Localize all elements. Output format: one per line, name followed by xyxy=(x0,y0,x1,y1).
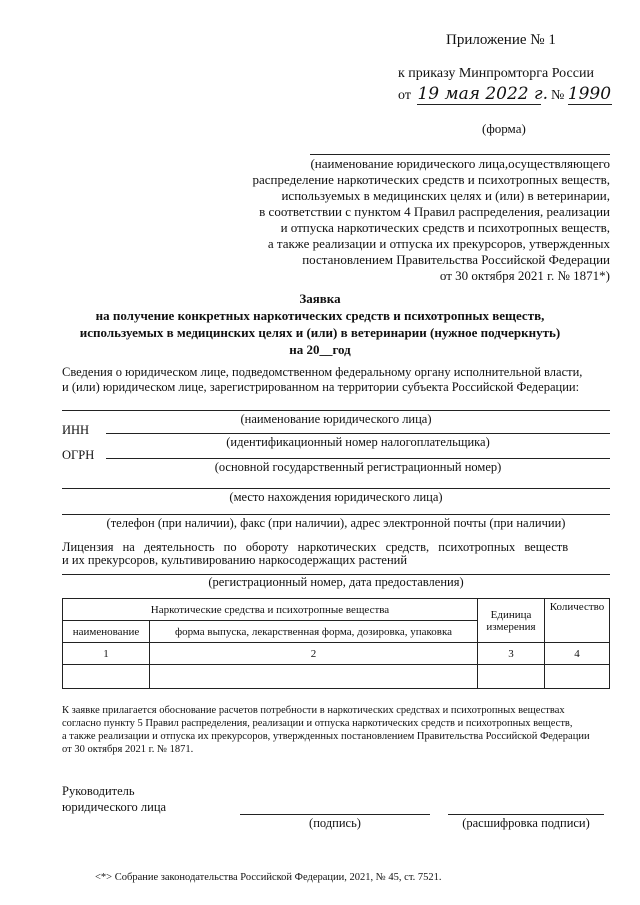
signature-line[interactable] xyxy=(240,814,430,815)
intro-line: и (или) юридическом лице, зарегистрированном на территории субъекта Российской Федерации: xyxy=(62,380,580,394)
addressee-line-text: и отпуска наркотических средств и психотропных веществ, xyxy=(280,220,610,235)
order-date-line xyxy=(398,84,612,105)
addressee-line-text: используемых в медицинских целях и (или) в ветеринарии, xyxy=(281,188,610,203)
addressee-line-text: от 30 октября 2021 г. № 1871*) xyxy=(439,268,610,283)
contacts-line[interactable] xyxy=(62,514,610,515)
name-caption: (наименование юридического лица) xyxy=(240,412,432,426)
signatory-role-line-2: юридического лица xyxy=(62,800,167,814)
title-line: используемых в медицинских целях и (или) в ветеринарии (нужное подчеркнуть) xyxy=(79,325,561,340)
contacts-caption: (телефон (при наличии), факс (при наличии), адрес электронной почты (при наличии) xyxy=(106,516,566,530)
signature-decode-line[interactable] xyxy=(448,814,604,815)
license-line-1: Лицензия на деятельность по обороту наркотических средств, психотропных веществ xyxy=(62,540,569,554)
note-line: от 30 октября 2021 г. № 1871. xyxy=(62,744,194,755)
table-cell[interactable] xyxy=(63,665,150,689)
title-line: на получение конкретных наркотических средств и психотропных веществ, xyxy=(95,308,545,323)
name-line[interactable] xyxy=(62,410,610,411)
group-header-cell: Наркотические средства и психотропные вещества xyxy=(63,599,478,621)
name-header-cell: наименование xyxy=(63,621,150,643)
address-caption: (место нахождения юридического лица) xyxy=(229,490,443,504)
date-prefix: от xyxy=(398,88,411,103)
addressee-line-text: (наименование юридического лица,осуществляющего xyxy=(310,156,610,171)
inn-caption: (идентификационный номер налогоплательщика) xyxy=(226,435,490,449)
appendix-title: Приложение № 1 xyxy=(446,32,556,48)
substances-table xyxy=(62,598,610,689)
ogrn-label: ОГРН xyxy=(62,448,95,462)
address-line[interactable] xyxy=(62,488,610,489)
title-line: на 20__год xyxy=(289,342,351,357)
note-line: согласно пункту 5 Правил распределения, реализации и отпуска наркотических средств и психотропных веществ, xyxy=(62,718,573,729)
inn-line[interactable] xyxy=(106,433,610,434)
addressee-line-text: постановлением Правительства Российской Федерации xyxy=(302,252,610,267)
attachment-note xyxy=(62,704,610,756)
handwritten-number: 1990 xyxy=(567,84,612,104)
inn-label: ИНН xyxy=(62,423,90,437)
footnote: <*> Собрание законодательства Российской Федерации, 2021, № 45, ст. 7521. xyxy=(95,872,442,883)
quantity-header-cell: Количество xyxy=(545,599,610,643)
number-cell: 2 xyxy=(150,643,478,665)
signature-caption: (подпись) xyxy=(309,816,361,830)
ogrn-line[interactable] xyxy=(106,458,610,459)
signatory-role-line-1: Руководитель xyxy=(62,784,135,798)
table-number-row xyxy=(63,643,610,665)
document-title xyxy=(0,290,640,358)
addressee-line-text: распределение наркотических средств и психотропных веществ, xyxy=(252,172,610,187)
license-line-2: и их прекурсоров, культивированию наркосодержащих растений xyxy=(62,553,408,567)
unit-header-cell: Единица измерения xyxy=(478,599,545,643)
number-prefix: № xyxy=(550,88,565,103)
addressee-line xyxy=(310,154,610,155)
number-cell: 1 xyxy=(63,643,150,665)
table-header-row xyxy=(63,599,610,621)
form-header-cell: форма выпуска, лекарственная форма, дозировка, упаковка xyxy=(150,621,478,643)
form-label: (форма) xyxy=(482,121,526,136)
addressee-line-text: в соответствии с пунктом 4 Правил распределения, реализации xyxy=(259,204,610,219)
number-cell: 4 xyxy=(545,643,610,665)
number-cell: 3 xyxy=(478,643,545,665)
handwritten-date: 19 мая 2022 г. xyxy=(417,84,549,104)
table-row xyxy=(63,665,610,689)
license-caption: (регистрационный номер, дата предоставления) xyxy=(208,575,464,589)
note-line: К заявке прилагается обоснование расчетов потребности в наркотических средствах и психотропных веществах xyxy=(62,705,565,716)
table-cell[interactable] xyxy=(545,665,610,689)
table-cell[interactable] xyxy=(478,665,545,689)
intro-line: Сведения о юридическом лице, подведомственном федеральному органу исполнительной власти, xyxy=(62,365,583,379)
order-reference: к приказу Минпромторга России xyxy=(398,66,594,81)
note-line: а также реализации и отпуска их прекурсоров, утвержденных постановлением Правительства Российской Федерации xyxy=(62,731,590,742)
signature-decode-caption: (расшифровка подписи) xyxy=(462,816,590,830)
addressee-line-text: а также реализации и отпуска их прекурсоров, утвержденных xyxy=(267,236,610,251)
ogrn-caption: (основной государственный регистрационный номер) xyxy=(214,460,502,474)
title-line: Заявка xyxy=(299,291,341,306)
table-cell[interactable] xyxy=(150,665,478,689)
addressee-block xyxy=(252,156,610,284)
